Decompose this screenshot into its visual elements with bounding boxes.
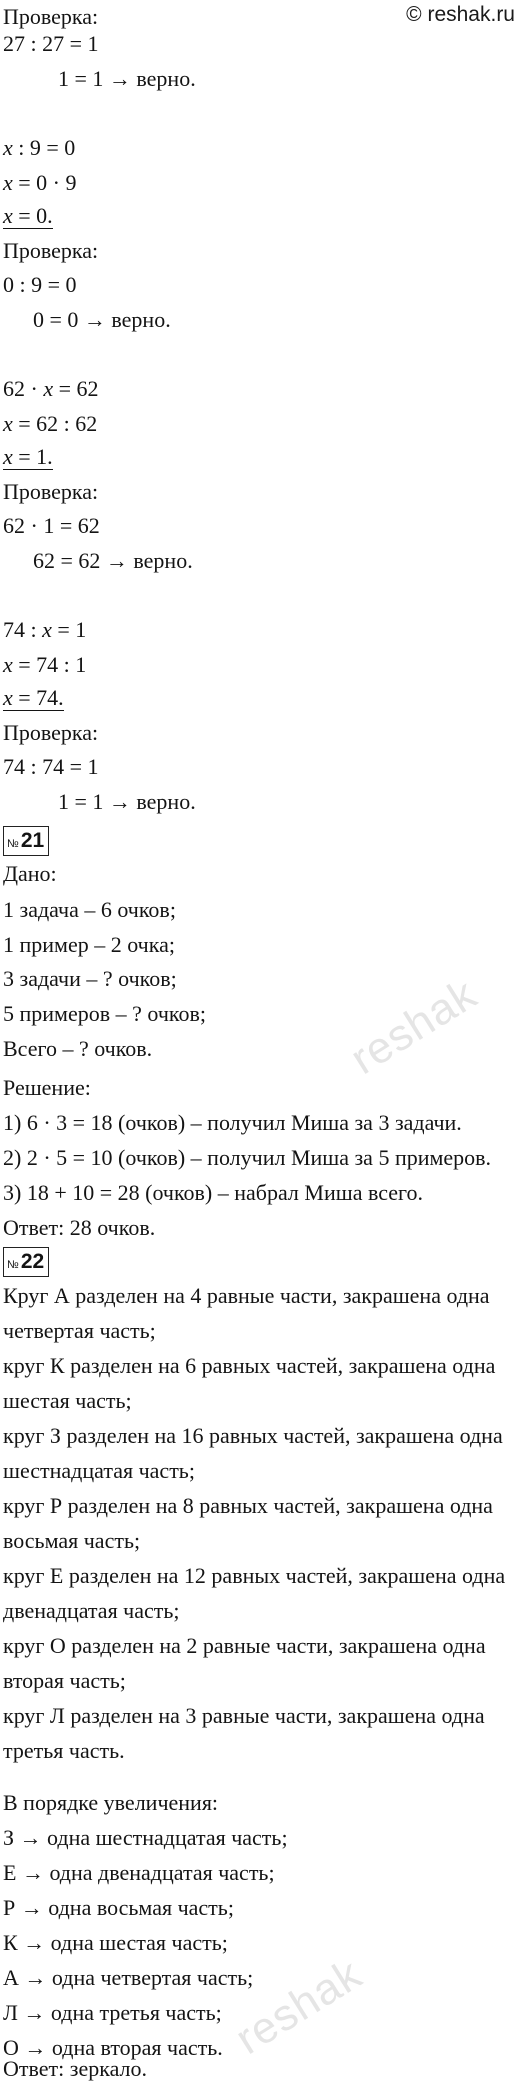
check-3-line-1: 62 · 1 = 62 [3, 513, 100, 538]
order-title: В порядке увеличения: [3, 1790, 219, 1815]
check-1-line-1: 27 : 27 = 1 [3, 31, 99, 56]
check-1-line-2: 1 = 1 → верно. [58, 66, 196, 91]
order-1: З → одна шестнадцатая часть; [3, 1825, 288, 1850]
eq-3-answer: x = 1. [3, 444, 53, 469]
order-7: О → одна вторая часть. [3, 2035, 223, 2060]
circle-a-1: Круг А разделен на 4 равные части, закрашена одна [3, 1283, 490, 1308]
circle-r-1: круг Р разделен на 8 равных частей, закрашена одна [3, 1493, 493, 1518]
circle-e-2: двенадцатая часть; [3, 1598, 180, 1623]
given-3: 3 задачи – ? очков; [3, 966, 177, 991]
order-2: Е → одна двенадцатая часть; [3, 1860, 275, 1885]
site-copyright: © reshak.ru [406, 3, 515, 26]
circle-e-1: круг Е разделен на 12 равных частей, закрашена одна [3, 1563, 506, 1588]
eq-4-line-1: 74 : x = 1 [3, 617, 87, 642]
circle-z-2: шестнадцатая часть; [3, 1458, 195, 1483]
solution-title: Решение: [3, 1075, 91, 1100]
circle-o-1: круг О разделен на 2 равные части, закрашена одна [3, 1633, 486, 1658]
eq-4-line-2: x = 74 : 1 [3, 652, 87, 677]
order-3: Р → одна восьмая часть; [3, 1895, 234, 1920]
given-2: 1 пример – 2 очка; [3, 932, 175, 957]
solution-3: 3) 18 + 10 = 28 (очков) – набрал Миша всего. [3, 1180, 423, 1205]
answer-21: Ответ: 28 очков. [3, 1215, 156, 1240]
order-5: А → одна четвертая часть; [3, 1965, 254, 1990]
check-4-line-2: 1 = 1 → верно. [58, 789, 196, 814]
eq-2-line-2: x = 0 · 9 [3, 170, 77, 195]
given-5: Всего – ? очков. [3, 1036, 153, 1061]
check-2-line-2: 0 = 0 → верно. [33, 307, 171, 332]
answer-22: Ответ: зеркало. [3, 2056, 147, 2081]
solution-2: 2) 2 · 5 = 10 (очков) – получил Миша за 5 примеров. [3, 1145, 492, 1170]
circle-k-1: круг К разделен на 6 равных частей, закрашена одна [3, 1353, 496, 1378]
task-21-label [3, 826, 49, 856]
eq-2-answer: x = 0. [3, 203, 53, 228]
task-number: 22 [20, 1250, 45, 1273]
circle-a-2: четвертая часть; [3, 1318, 156, 1343]
eq-4-answer: x = 74. [3, 685, 64, 710]
order-4: К → одна шестая часть; [3, 1930, 228, 1955]
check-3-title: Проверка: [3, 479, 99, 504]
task-number: 21 [20, 829, 45, 852]
solution-1: 1) 6 · 3 = 18 (очков) – получил Миша за 3 задачи. [3, 1110, 462, 1135]
number-sign: № [7, 838, 19, 850]
circle-z-1: круг З разделен на 16 равных частей, закрашена одна [3, 1423, 503, 1448]
given-4: 5 примеров – ? очков; [3, 1001, 206, 1026]
circle-l-1: круг Л разделен на 3 равные части, закрашена одна [3, 1703, 485, 1728]
task-22-label [3, 1247, 49, 1277]
circle-o-2: вторая часть; [3, 1668, 126, 1693]
eq-3-line-1: 62 · x = 62 [3, 376, 99, 401]
given-title: Дано: [3, 861, 57, 886]
check-3-line-2: 62 = 62 → верно. [33, 548, 193, 573]
check-2-title: Проверка: [3, 238, 99, 263]
check-4-line-1: 74 : 74 = 1 [3, 754, 99, 779]
eq-2-line-1: x : 9 = 0 [3, 135, 76, 160]
check-2-line-1: 0 : 9 = 0 [3, 272, 77, 297]
circle-k-2: шестая часть; [3, 1388, 132, 1413]
check-4-title: Проверка: [3, 720, 99, 745]
circle-r-2: восьмая часть; [3, 1528, 141, 1553]
check-1-title: Проверка: [3, 4, 99, 29]
order-6: Л → одна третья часть; [3, 2000, 222, 2025]
watermark: reshak [342, 969, 486, 1084]
number-sign: № [7, 1259, 19, 1271]
given-1: 1 задача – 6 очков; [3, 897, 176, 922]
circle-l-2: третья часть. [3, 1738, 125, 1763]
eq-3-line-2: x = 62 : 62 [3, 411, 98, 436]
watermark: reshak [227, 1949, 371, 2064]
